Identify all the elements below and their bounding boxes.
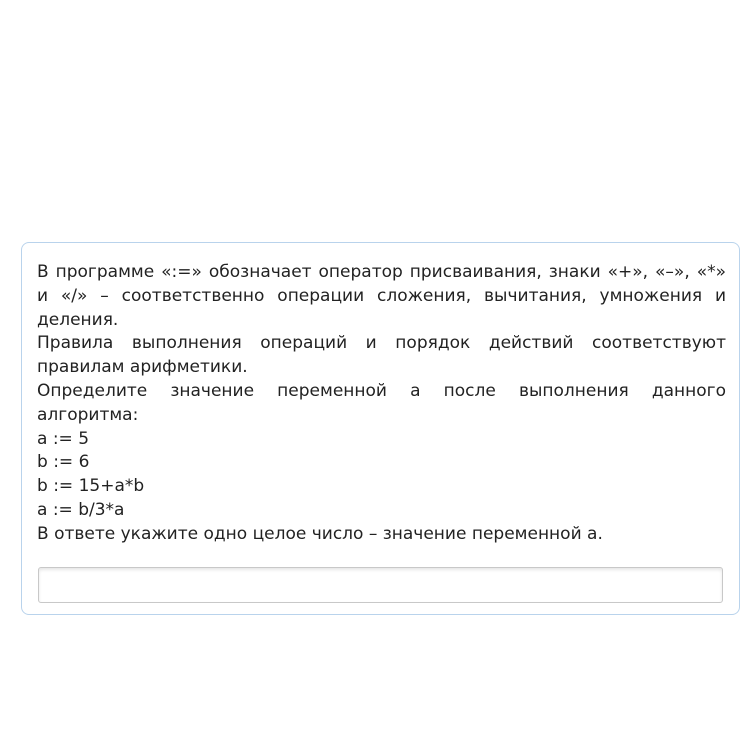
code-line-4: a := b/3*a	[37, 499, 125, 520]
code-line-2: b := 6	[37, 452, 90, 473]
task-instruction: В ответе укажите одно целое число – значение переменной a.	[37, 523, 603, 544]
code-line-3: b := 15+a*b	[37, 476, 145, 497]
task-paragraph-question: Определите значение переменной a после выполнения данного алгоритма:	[37, 380, 726, 425]
task-text	[37, 261, 726, 547]
task-paragraph-rules: Правила выполнения операций и порядок действий соответствуют правилам арифметики.	[37, 333, 726, 378]
task-paragraph-operators: В программе «:=» обозначает оператор присваивания, знаки «+», «–», «*» и «/» – соответственно операции сложения, вычитания, умножения и деления.	[37, 262, 726, 330]
code-line-1: a := 5	[37, 428, 90, 449]
task-card	[21, 242, 740, 615]
answer-input[interactable]	[38, 567, 723, 603]
